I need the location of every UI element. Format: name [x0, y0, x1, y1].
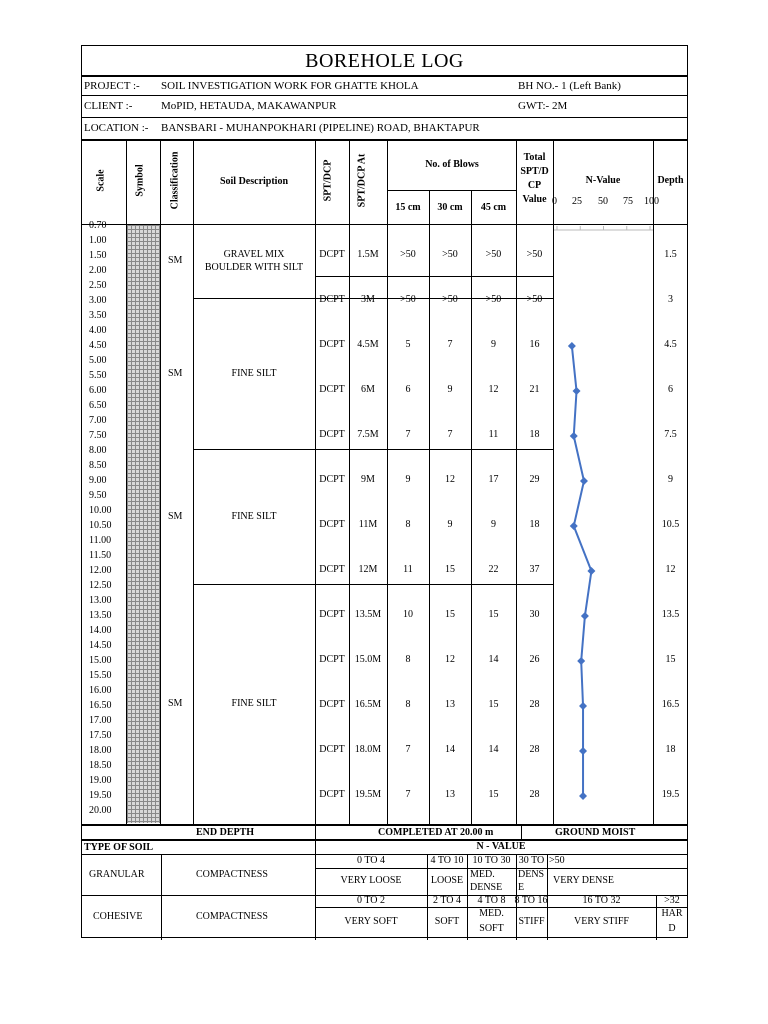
- test-type: DCPT: [319, 384, 345, 395]
- layer-1-desc-2: BOULDER WITH SILT: [204, 262, 304, 273]
- test-type: DCPT: [319, 429, 345, 440]
- test-total: 30: [529, 609, 540, 620]
- test-depth: 10.5: [661, 519, 680, 530]
- location-label: LOCATION :-: [84, 122, 149, 134]
- granular-compactness: COMPACTNESS: [196, 869, 268, 880]
- n-value-point: [579, 792, 587, 800]
- test-type: DCPT: [319, 474, 345, 485]
- test-blows-30: 7: [447, 429, 453, 440]
- test-depth-at: 18.0M: [354, 744, 382, 755]
- footer-v-2: [521, 824, 522, 839]
- test-blows-30: 12: [445, 654, 455, 665]
- test-blows-30: 9: [447, 519, 453, 530]
- scale-label: 2.50: [89, 280, 107, 291]
- scale-label: 5.00: [89, 355, 107, 366]
- layer-boundary-1b: [315, 276, 553, 277]
- cohesive-compactness: COMPACTNESS: [196, 911, 268, 922]
- header-spt-dcp-at: SPT/DCP At: [356, 153, 368, 208]
- g-r2-very-loose: VERY LOOSE: [340, 875, 402, 886]
- test-blows-45: 11: [488, 429, 499, 440]
- c-r2-stiff: STIFF: [518, 916, 545, 927]
- test-blows-15: 8: [405, 654, 411, 665]
- scale-label: 0.70: [89, 220, 107, 231]
- test-blows-45: 14: [488, 654, 499, 665]
- test-depth-at: 11M: [358, 519, 378, 530]
- test-blows-45: >50: [485, 249, 502, 260]
- test-total: 28: [529, 699, 540, 710]
- layer-boundary-3: [193, 584, 553, 585]
- test-depth: 19.5: [661, 789, 680, 800]
- test-depth-at: 19.5M: [354, 789, 382, 800]
- test-blows-45: 17: [488, 474, 499, 485]
- test-total: >50: [526, 294, 543, 305]
- c-r2-very-soft: VERY SOFT: [344, 916, 398, 927]
- test-blows-15: >50: [400, 249, 416, 260]
- test-total: 18: [529, 519, 540, 530]
- header-total-3: CP: [527, 180, 542, 191]
- test-blows-15: 5: [405, 339, 411, 350]
- c-r1-3: 8 TO 16: [514, 895, 548, 906]
- test-total: 26: [529, 654, 540, 665]
- test-depth-at: 9M: [361, 474, 375, 485]
- scale-label: 1.00: [89, 235, 107, 246]
- test-total: 16: [529, 339, 540, 350]
- scale-label: 17.00: [89, 715, 112, 726]
- c-r2-very-stiff: VERY STIFF: [574, 916, 629, 927]
- header-no-of-blows: No. of Blows: [425, 159, 479, 170]
- test-type: DCPT: [319, 654, 345, 665]
- c-r2-d: D: [668, 923, 676, 934]
- test-blows-15: 9: [405, 474, 411, 485]
- test-total: 18: [529, 429, 540, 440]
- scale-label: 14.50: [89, 640, 112, 651]
- scale-label: 5.50: [89, 370, 107, 381]
- g-col-4: [547, 854, 548, 895]
- scale-label: 7.00: [89, 415, 107, 426]
- scale-label: 3.50: [89, 310, 107, 321]
- scale-label: 16.00: [89, 685, 112, 696]
- test-blows-30: 15: [445, 564, 455, 575]
- scale-label: 2.00: [89, 265, 107, 276]
- scale-label: 19.50: [89, 790, 112, 801]
- g-r1-2: 10 TO 30: [472, 855, 511, 866]
- test-blows-15: 8: [405, 699, 411, 710]
- test-blows-45: 12: [488, 384, 499, 395]
- test-type: DCPT: [319, 789, 345, 800]
- bh-no: BH NO.- 1 (Left Bank): [518, 80, 621, 92]
- scale-label: 15.50: [89, 670, 112, 681]
- test-total: 28: [529, 744, 540, 755]
- g-r1-4: >50: [549, 855, 565, 866]
- project-label: PROJECT :-: [84, 80, 140, 92]
- axis-tick-100: 100: [644, 196, 659, 207]
- symbol-hatch: [127, 225, 160, 823]
- scale-label: 19.00: [89, 775, 112, 786]
- test-depth: 4.5: [664, 339, 677, 350]
- axis-tick-0: 0: [552, 196, 557, 207]
- g-r1-0: 0 TO 4: [357, 855, 385, 866]
- test-blows-15: 7: [405, 744, 411, 755]
- n-value-chart: [554, 140, 653, 824]
- header-total-4: Value: [522, 194, 547, 205]
- test-depth: 1.5: [664, 249, 677, 260]
- n-value-point: [587, 567, 595, 575]
- test-blows-15: 10: [403, 609, 413, 620]
- completed-label: COMPLETED AT: [378, 827, 458, 838]
- footer-top: [81, 824, 688, 826]
- test-blows-45: 15: [488, 609, 499, 620]
- layer-2-desc: FINE SILT: [231, 368, 277, 379]
- scale-label: 1.50: [89, 250, 107, 261]
- test-total: >50: [526, 249, 543, 260]
- test-depth-at: 16.5M: [354, 699, 382, 710]
- col-line-symbol: [160, 139, 161, 824]
- granular-mid: [315, 868, 688, 869]
- test-blows-30: 14: [445, 744, 455, 755]
- info-divider-1: [81, 95, 688, 96]
- cohesive-label: COHESIVE: [93, 911, 143, 922]
- test-depth: 16.5: [661, 699, 680, 710]
- layer-2-class: SM: [168, 368, 183, 379]
- test-depth: 18: [665, 744, 676, 755]
- n-value-point: [579, 747, 587, 755]
- header-scale: Scale: [95, 169, 107, 192]
- n-value-point: [570, 522, 578, 530]
- test-blows-15: 7: [405, 429, 411, 440]
- test-blows-45: 15: [488, 699, 499, 710]
- scale-label: 10.00: [89, 505, 112, 516]
- test-blows-15: 7: [405, 789, 411, 800]
- header-classification: Classification: [169, 151, 181, 210]
- test-depth: 15: [665, 654, 676, 665]
- g-r1-3: 30 TO: [518, 855, 545, 866]
- chart-axis-ticks: [557, 226, 650, 230]
- g-r1-1: 4 TO 10: [430, 855, 464, 866]
- info-divider-2: [81, 117, 688, 118]
- header-spt-dcp: SPT/DCP: [322, 159, 334, 202]
- scale-label: 20.00: [89, 805, 112, 816]
- gwt: GWT:- 2M: [518, 100, 568, 112]
- header-total-2: SPT/D: [520, 166, 549, 177]
- c-r2-med: MED.: [479, 908, 504, 919]
- test-type: DCPT: [319, 339, 345, 350]
- scale-label: 17.50: [89, 730, 112, 741]
- test-blows-45: >50: [485, 294, 502, 305]
- axis-tick-25: 25: [572, 196, 582, 207]
- n-value-points: [568, 342, 596, 800]
- test-blows-15: 8: [405, 519, 411, 530]
- type-of-soil: TYPE OF SOIL: [84, 842, 154, 853]
- scale-label: 3.00: [89, 295, 107, 306]
- header-45cm: 45 cm: [480, 202, 507, 213]
- test-depth: 12: [665, 564, 676, 575]
- test-blows-30: 15: [445, 609, 455, 620]
- c-r1-4: 16 TO 32: [582, 895, 621, 906]
- layer-4-class: SM: [168, 698, 183, 709]
- client-label: CLIENT :-: [84, 100, 133, 112]
- scale-label: 13.00: [89, 595, 112, 606]
- test-blows-45: 9: [491, 519, 496, 530]
- test-total: 28: [529, 789, 540, 800]
- header-15cm: 15 cm: [395, 202, 421, 213]
- blows-divider: [387, 190, 516, 191]
- scale-label: 10.50: [89, 520, 112, 531]
- test-blows-15: 11: [403, 564, 413, 575]
- scale-label: 4.00: [89, 325, 107, 336]
- layer-boundary-2: [193, 449, 553, 450]
- axis-tick-75: 75: [623, 196, 633, 207]
- test-blows-15: 6: [405, 384, 411, 395]
- n-value-point: [579, 702, 587, 710]
- page-title: BOREHOLE LOG: [305, 50, 464, 72]
- test-depth: 6: [668, 384, 673, 395]
- test-blows-30: 12: [445, 474, 455, 485]
- test-blows-30: 7: [447, 339, 453, 350]
- test-blows-30: >50: [442, 249, 458, 260]
- test-blows-45: 22: [488, 564, 499, 575]
- col-line-class: [193, 139, 194, 824]
- scale-label: 11.00: [89, 535, 112, 546]
- test-total: 29: [529, 474, 540, 485]
- c-r2-soft: SOFT: [434, 916, 460, 927]
- header-depth: Depth: [657, 175, 684, 186]
- test-blows-45: 15: [488, 789, 499, 800]
- test-blows-30: 13: [445, 699, 455, 710]
- scale-label: 9.00: [89, 475, 107, 486]
- test-depth-at: 6M: [361, 384, 375, 395]
- g-r2-dense: DENSE: [470, 882, 503, 893]
- layer-3-desc: FINE SILT: [231, 511, 277, 522]
- col-line-b15: [429, 190, 430, 824]
- layer-3-class: SM: [168, 511, 183, 522]
- c-r2-har: HAR: [661, 908, 683, 919]
- test-depth: 13.5: [661, 609, 680, 620]
- n-value-point: [577, 657, 585, 665]
- header-30cm: 30 cm: [437, 202, 463, 213]
- scale-label: 7.50: [89, 430, 107, 441]
- test-depth-at: 12M: [358, 564, 378, 575]
- n-value-point: [568, 342, 576, 350]
- test-type: DCPT: [319, 699, 345, 710]
- scale-label: 18.00: [89, 745, 112, 756]
- title-divider: [81, 75, 688, 77]
- layer-4-desc: FINE SILT: [231, 698, 277, 709]
- c-r1-1: 2 TO 4: [433, 895, 461, 906]
- scale-label: 8.50: [89, 460, 107, 471]
- granular-label: GRANULAR: [89, 869, 145, 880]
- g-r2-loose: LOOSE: [430, 875, 464, 886]
- n-value-point: [581, 612, 589, 620]
- footer-v-granular: [161, 854, 162, 940]
- end-depth: END DEPTH: [196, 827, 255, 838]
- scale-label: 4.50: [89, 340, 107, 351]
- layer-1-class: SM: [168, 255, 183, 266]
- test-total: 21: [529, 384, 540, 395]
- test-type: DCPT: [319, 609, 345, 620]
- scale-label: 11.50: [89, 550, 112, 561]
- test-blows-45: 9: [491, 339, 496, 350]
- ground-moist: GROUND MOIST: [555, 827, 636, 838]
- n-value-point: [573, 387, 581, 395]
- g-r2-dens: DENS: [518, 869, 545, 880]
- c-r2-med-soft: SOFT: [479, 923, 504, 934]
- header-total-1: Total: [523, 152, 546, 163]
- scale-label: 15.00: [89, 655, 112, 666]
- project-value: SOIL INVESTIGATION WORK FOR GHATTE KHOLA: [161, 80, 419, 92]
- test-total: 37: [529, 564, 540, 575]
- c-r1-2: 4 TO 8: [477, 895, 506, 906]
- client-value: MoPID, HETAUDA, MAKAWANPUR: [161, 100, 337, 112]
- scale-label: 6.50: [89, 400, 107, 411]
- test-type: DCPT: [319, 564, 345, 575]
- scale-label: 14.00: [89, 625, 112, 636]
- scale-label: 9.50: [89, 490, 107, 501]
- scale-label: 12.00: [89, 565, 112, 576]
- n-value-heading: N - VALUE: [476, 841, 526, 852]
- test-blows-30: 13: [445, 789, 455, 800]
- g-r2-e: E: [518, 882, 525, 893]
- header-n-value: N-Value: [585, 175, 621, 186]
- test-blows-30: >50: [442, 294, 458, 305]
- scale-label: 16.50: [89, 700, 112, 711]
- g-r2-med: MED.: [470, 869, 495, 880]
- completed-value: 20.00 m: [460, 827, 494, 838]
- c-r1-5: >32: [664, 895, 680, 906]
- test-type: DCPT: [319, 519, 345, 530]
- scale-label: 18.50: [89, 760, 112, 771]
- c-r1-0: 0 TO 2: [357, 895, 385, 906]
- test-type: DCPT: [319, 249, 345, 260]
- test-depth: 3: [668, 294, 673, 305]
- borehole-log-sheet: [81, 45, 688, 938]
- test-type: DCPT: [319, 294, 345, 305]
- col-line-b30: [471, 190, 472, 824]
- test-blows-30: 9: [447, 384, 453, 395]
- header-symbol: Symbol: [134, 164, 146, 197]
- test-depth: 9: [668, 474, 673, 485]
- g-r2-very-dense: VERY DENSE: [553, 875, 615, 886]
- test-depth-at: 4.5M: [357, 339, 379, 350]
- test-depth-at: 15.0M: [354, 654, 382, 665]
- test-depth-at: 1.5M: [357, 249, 379, 260]
- scale-label: 13.50: [89, 610, 112, 621]
- n-value-point: [570, 432, 578, 440]
- test-blows-15: >50: [400, 294, 416, 305]
- scale-label: 6.00: [89, 385, 107, 396]
- location-value: BANSBARI - MUHANPOKHARI (PIPELINE) ROAD, BHAKTAPUR: [161, 122, 480, 134]
- header-soil-description: Soil Description: [219, 176, 289, 187]
- test-depth-at: 7.5M: [357, 429, 379, 440]
- test-blows-45: 14: [488, 744, 499, 755]
- scale-label: 12.50: [89, 580, 112, 591]
- n-value-point: [580, 477, 588, 485]
- test-depth: 7.5: [664, 429, 677, 440]
- scale-label: 8.00: [89, 445, 107, 456]
- layer-1-desc-1: GRAVEL MIX: [223, 249, 285, 260]
- axis-tick-50: 50: [598, 196, 608, 207]
- test-depth-at: 3M: [361, 294, 375, 305]
- test-depth-at: 13.5M: [354, 609, 382, 620]
- test-type: DCPT: [319, 744, 345, 755]
